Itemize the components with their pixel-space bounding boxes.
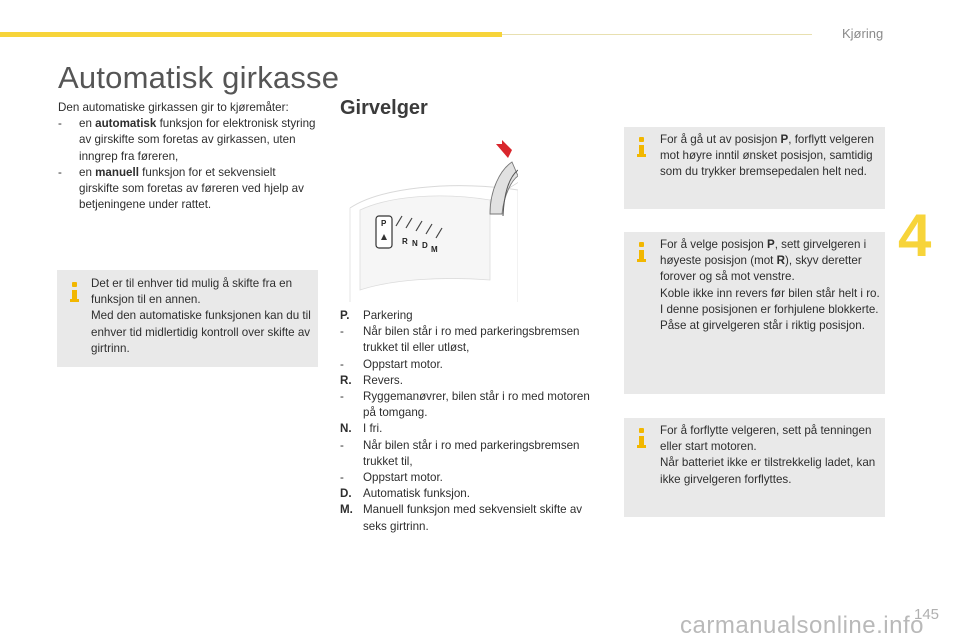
info-icon — [69, 282, 81, 304]
intro-text — [58, 100, 318, 213]
gear-letter-n: N — [412, 239, 418, 248]
position-r: R. Revers. — [340, 373, 403, 387]
page-number: 145 — [914, 606, 940, 623]
emphasis-automatisk: automatisk — [95, 117, 157, 131]
page-title: Automatisk girkasse — [58, 60, 340, 95]
gear-selector-illustration — [340, 130, 518, 302]
position-n: N. I fri. — [340, 422, 383, 436]
gear-letter-p: P — [381, 219, 387, 228]
info-box-move-selector: For å forflytte velgeren, sett på tenningen eller start motoren. Når batteriet ikke er tilstrekkelig ladet, kan ikke girvelgeren forflyttes. — [624, 418, 885, 517]
intro-bullet-automatic: - en automatisk funksjon for elektronisk styring av girskifte som foretas av girkassen, uten inngrep fra føreren, — [58, 117, 316, 163]
header-rule — [502, 34, 812, 35]
intro-lead: Den automatiske girkassen gir to kjøremåter: — [58, 101, 289, 114]
header-accent-bar — [0, 32, 502, 37]
emphasis-manuell: manuell — [95, 165, 139, 179]
watermark: carmanualsonline.info — [680, 612, 924, 639]
section-title-girvelger: Girvelger — [340, 97, 428, 119]
position-p: P. Parkering — [340, 309, 413, 322]
gear-letter-d: D — [422, 241, 428, 250]
position-m: M. Manuell funksjon med sekvensielt skifte av seks girtrinn. — [340, 503, 583, 533]
section-label: Kjøring — [842, 26, 884, 41]
info-icon — [636, 242, 648, 264]
info-icon — [636, 428, 648, 450]
info-icon — [636, 137, 648, 159]
info-box-leave-park: For å gå ut av posisjon P, forflytt velgeren mot høyre inntil ønsket posisjon, samtidig som du trykker bremsepedalen helt ned. — [624, 127, 885, 209]
gear-letter-m: M — [431, 245, 438, 254]
chapter-number: 4 — [898, 202, 932, 269]
info-box-switch-mode: Det er til enhver tid mulig å skifte fra en funksjon til en annen. Med den automatiske funksjonen kan du til enhver tid midlertidig kontroll over skifte av girtrinn. — [57, 270, 318, 367]
arrow-up-icon — [496, 140, 512, 158]
intro-bullet-manual: - en manuell funksjon for et sekvensielt girskifte som foretas av føreren ved hjelp av betjeningene under rattet. — [58, 165, 304, 212]
info-box-select-park: For å velge posisjon P, sett girvelgeren i høyeste posisjon (mot R), skyv deretter forover og så mot venstre. Koble ikke inn revers før bilen står helt i ro. I denne posisjonen er forhjulene blokkerte. Påse at girvelgeren står i riktig posisjon. — [624, 232, 885, 394]
position-d: D. Automatisk funksjon. — [340, 487, 470, 501]
gear-letter-r: R — [402, 237, 408, 246]
gear-positions-list: P. Parkering - Når bilen står i ro med parkeringsbremsen trukket til eller utløst, - Oppstart motor. R. Revers. - Ryggemanøvrer, bilen står i ro med motoren på tomgang. N. I fri. - Når bilen står i ro med parkeringsbremsen trukket til, - Oppstart motor. D. Automatisk funksjon. M. Manuell funksjon med sekvensielt skifte av seks girtrinn. — [340, 308, 602, 535]
